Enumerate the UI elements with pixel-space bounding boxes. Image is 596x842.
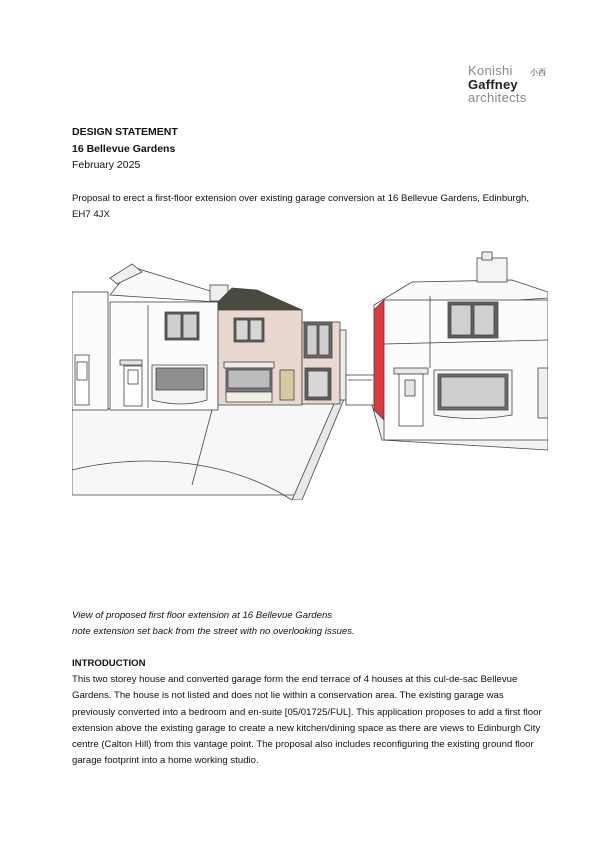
proposal-text: Proposal to erect a first-floor extension over existing garage conversion at 16 Bellevue Gardens, Edinburgh, EH7 4JX xyxy=(72,193,530,221)
logo-line-architects: architects xyxy=(468,90,527,105)
figure-caption-line-2: note extension set back from the street with no overlooking issues. xyxy=(72,626,355,638)
proposal-sketch xyxy=(72,250,548,500)
document-date: February 2025 xyxy=(72,159,141,171)
introduction-heading: INTRODUCTION xyxy=(72,658,146,669)
figure-caption-line-1: View of proposed first floor extension at 16 Bellevue Gardens xyxy=(72,610,333,621)
logo-line-konishi: Konishi xyxy=(468,63,513,78)
figure-caption xyxy=(72,608,542,641)
company-logo xyxy=(466,62,552,106)
logo-line-gaffney: Gaffney xyxy=(468,77,518,92)
document-address: 16 Bellevue Gardens xyxy=(72,143,176,155)
logo-kanji: 小西 xyxy=(530,68,546,77)
document-title: DESIGN STATEMENT xyxy=(72,126,178,138)
introduction-body: This two storey house and converted garage form the end terrace of 4 houses at this cul-de-sac Bellevue Gardens. The house is not listed and does not lie within a conservation area. The existing garage was previously converted into a bedroom and en-suite [05/01725/FUL]. This application proposes to add a first floor extension above the existing garage to create a new kitchen/dining space as there are views to Edinburgh City centre (Calton Hill) from this vantage point. The proposal also includes reconfiguring the existing ground floor garage footprint into a home working studio. xyxy=(72,674,542,767)
red-wall xyxy=(374,300,384,420)
